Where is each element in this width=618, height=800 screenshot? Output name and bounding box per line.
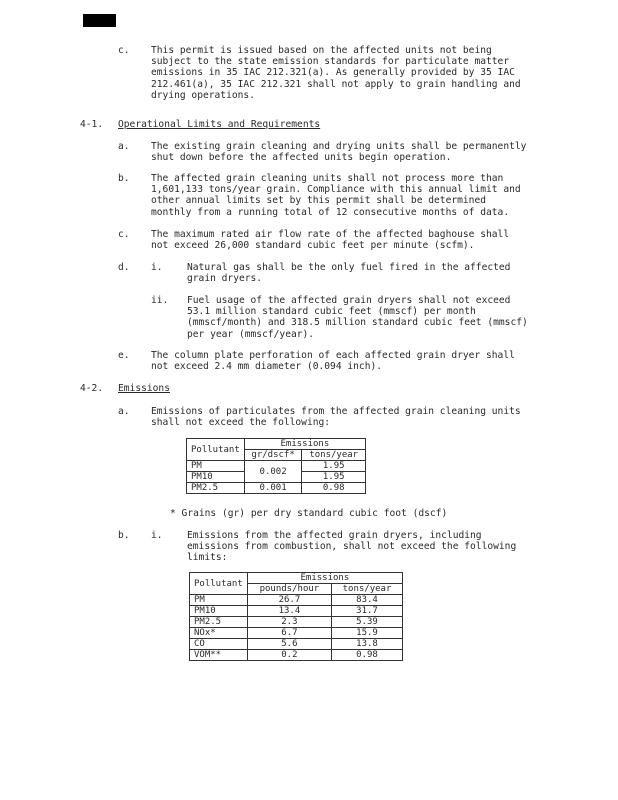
- item-d-ii-label: ii.: [151, 295, 169, 306]
- tons-year-cell: 13.8: [332, 639, 403, 650]
- pollutant-cell: PM10: [187, 472, 245, 483]
- emissions-item-b-text: Emissions from the affected grain dryers, including emissions from combustion, shall not exceed the following limits:: [187, 530, 517, 564]
- pollutant-cell: NOx*: [190, 628, 248, 639]
- item-c-label: c.: [118, 229, 130, 240]
- pounds-hour-cell: 0.2: [247, 650, 331, 661]
- pollutant-cell: PM2.5: [190, 617, 248, 628]
- table-header-row: [190, 573, 403, 584]
- pounds-hour-cell: 26.7: [247, 595, 331, 606]
- emissions-header: Emissions: [244, 439, 365, 450]
- gr-dscf-header: gr/dscf*: [244, 450, 302, 461]
- tons-year-header: tons/year: [302, 450, 366, 461]
- table-footnote: * Grains (gr) per dry standard cubic foot (dscf): [170, 508, 448, 519]
- pollutant-cell: PM2.5: [187, 483, 245, 494]
- tons-year-cell: 83.4: [332, 595, 403, 606]
- table-row: [190, 617, 403, 628]
- emissions-item-a-label: a.: [118, 406, 130, 417]
- pounds-hour-cell: 2.3: [247, 617, 331, 628]
- tons-year-cell: 1.95: [302, 472, 366, 483]
- pounds-hour-cell: 13.4: [247, 606, 331, 617]
- table-row: [190, 595, 403, 606]
- tons-year-header: tons/year: [332, 584, 403, 595]
- tons-year-cell: 0.98: [332, 650, 403, 661]
- cleaning-emissions-table: [186, 438, 366, 494]
- item-b-text: The affected grain cleaning units shall not process more than 1,601,133 tons/year grain. Compliance with this annual limit and other annual limits set by this permit shall be determined monthly from a running total of 12 consecutive months of data.: [151, 173, 521, 218]
- dryer-emissions-table: [189, 572, 403, 661]
- item-e-text: The column plate perforation of each affected grain dryer shall not exceed 2.4 mm diameter (0.094 inch).: [151, 350, 515, 373]
- item-e-label: e.: [118, 350, 130, 361]
- pounds-hour-header: pounds/hour: [247, 584, 331, 595]
- item-d-i-label: i.: [151, 262, 163, 273]
- table-row: [190, 639, 403, 650]
- item-d-ii-text: Fuel usage of the affected grain dryers shall not exceed 53.1 million standard cubic feet (mmscf) per month (mmscf/month) and 318.5 million standard cubic feet (mmscf) per year (mmscf/year).: [187, 295, 528, 340]
- table-row: [190, 606, 403, 617]
- table-header-row: [187, 439, 366, 450]
- tons-year-cell: 31.7: [332, 606, 403, 617]
- pollutant-cell: PM: [190, 595, 248, 606]
- emissions-item-b-label: b.: [118, 530, 130, 541]
- item-a-label: a.: [118, 141, 130, 152]
- emissions-item-b-i-label: i.: [151, 530, 163, 541]
- gr-dscf-cell: 0.001: [244, 483, 302, 494]
- table-row: [190, 650, 403, 661]
- table-row: [190, 628, 403, 639]
- tons-year-cell: 0.98: [302, 483, 366, 494]
- gr-dscf-cell: 0.002: [244, 461, 302, 483]
- item-b-label: b.: [118, 173, 130, 184]
- pollutant-header: Pollutant: [190, 573, 248, 595]
- section-4-1-number: 4-1.: [80, 119, 104, 130]
- item-c-text: The maximum rated air flow rate of the affected baghouse shall not exceed 26,000 standard cubic feet per minute (scfm).: [151, 229, 510, 252]
- section-4-2-number: 4-2.: [80, 383, 104, 394]
- section-4-1-heading: Operational Limits and Requirements: [118, 119, 321, 130]
- redaction-bar: [83, 14, 116, 27]
- emissions-header: Emissions: [247, 573, 402, 584]
- paragraph-c-text: This permit is issued based on the affected units not being subject to the state emission standards for particulate matter emissions in 35 IAC 212.321(a). As generally provided by 35 IAC 212.461(a), 35 IAC 212.321 shall not apply to grain handling and drying operations.: [151, 45, 521, 101]
- pollutant-cell: PM: [187, 461, 245, 472]
- paragraph-c-label: c.: [118, 45, 130, 56]
- pollutant-header: Pollutant: [187, 439, 245, 461]
- pounds-hour-cell: 6.7: [247, 628, 331, 639]
- pollutant-cell: VOM**: [190, 650, 248, 661]
- section-4-2-heading: Emissions: [118, 383, 170, 394]
- tons-year-cell: 15.9: [332, 628, 403, 639]
- item-d-i-text: Natural gas shall be the only fuel fired in the affected grain dryers.: [187, 262, 511, 285]
- emissions-item-a-text: Emissions of particulates from the affected grain cleaning units shall not exceed the following:: [151, 406, 521, 429]
- item-d-label: d.: [118, 262, 130, 273]
- tons-year-cell: 1.95: [302, 461, 366, 472]
- pounds-hour-cell: 5.6: [247, 639, 331, 650]
- table-row: [187, 461, 366, 472]
- pollutant-cell: CO: [190, 639, 248, 650]
- table-row: [187, 483, 366, 494]
- tons-year-cell: 5.39: [332, 617, 403, 628]
- item-a-text: The existing grain cleaning and drying units shall be permanently shut down before the affected units begin operation.: [151, 141, 527, 164]
- pollutant-cell: PM10: [190, 606, 248, 617]
